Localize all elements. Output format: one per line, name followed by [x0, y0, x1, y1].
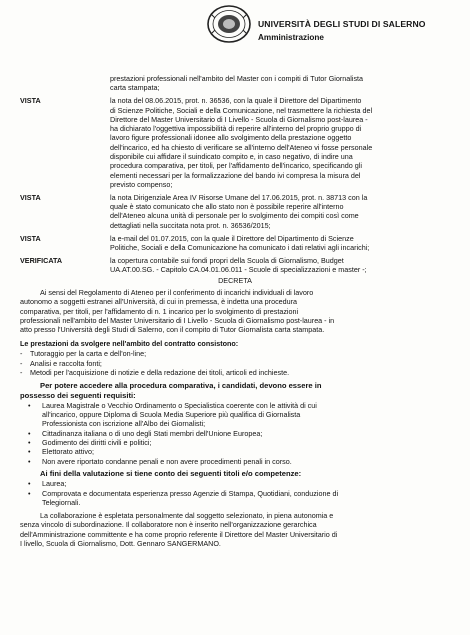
- list-dash: -: [20, 367, 23, 377]
- decreta-heading: DECRETA: [218, 276, 252, 285]
- requisito-item-line: Elettorato attivo;: [42, 447, 94, 457]
- titoli-heading: Ai fini della valutazione si tiene conto dei seguenti titoli e/o competenze:: [40, 469, 302, 479]
- premise-text-line: lavoro figure professionali idonee allo svolgimento della prestazione oggetto: [110, 133, 352, 143]
- bullet-icon: •: [28, 447, 31, 457]
- requisito-item-line: all'incarico, oppure Diploma di Scuola Media Superiore più qualifica di Giornalista: [42, 410, 301, 420]
- premise-text-line: la nota del 08.06.2015, prot. n. 36536, con la quale il Direttore del Dipartimento: [110, 96, 362, 106]
- titolo-item-line: Comprovata e documentata esperienza presso Agenzie di Stampa, Quotidiani, conduzione di: [42, 488, 339, 498]
- prestazione-item: Metodi per l'acquisizione di notizie e della redazione dei titoli, articoli ed inchieste.: [30, 367, 290, 377]
- premise-text-line: Direttore del Master Universitario di I Livello - Scuola di Giornalismo post-laurea -: [110, 114, 368, 124]
- closing-text-line: senza vincolo di subordinazione. Il collaboratore non è inserito nell'organizzazione gerarchica: [20, 520, 317, 530]
- intro-text-line: professionali nell'ambito del Master Universitario di I Livello - Scuola di Giornalismo post-laurea - in: [20, 315, 335, 325]
- premise-text-line: ha dichiarato l'oggettiva impossibilità di reperire all'interno del proprio gruppo di: [110, 124, 362, 134]
- premise-text-line: dell'incarico, ed ha chiesto di verificare se all'interno dell'Ateneo vi fosse personale: [110, 142, 373, 152]
- bullet-icon: •: [28, 456, 31, 466]
- bullet-icon: •: [28, 428, 31, 438]
- bullet-icon: •: [28, 488, 31, 498]
- prestazione-item: Analisi e raccolta fonti;: [30, 358, 102, 368]
- titolo-item-line: Telegiornali.: [42, 497, 81, 507]
- premise-text-line: di Scienze Politiche, Sociali e della Comunicazione, nel trasmettere la richiesta del: [110, 105, 373, 115]
- requisito-item-line: Godimento dei diritti civili e politici;: [42, 438, 152, 447]
- requisito-item-line: Cittadinanza italiana o di uno degli Stati membri dell'Unione Europea;: [42, 428, 263, 438]
- premise-text-line: quale è stato comunicato che allo stato non è possibile reperire all'interno: [110, 202, 344, 212]
- closing-text-line: La collaborazione è espletata personalmente dal soggetto selezionato, in piena autonomia e: [40, 511, 334, 521]
- bullet-icon: •: [28, 479, 31, 489]
- requisito-item-line: Professionista con iscrizione all'Albo dei Giornalisti;: [42, 419, 206, 429]
- premise-text-line: la copertura contabile sui fondi propri della Scuola di Giornalismo, Budget: [110, 255, 344, 265]
- premise-text-line: la e-mail del 01.07.2015, con la quale il Direttore del Dipartimento di Scienze: [110, 233, 354, 243]
- list-dash: -: [20, 349, 23, 359]
- premise-text-line: previsto compenso;: [110, 179, 173, 189]
- premise-label: VISTA: [20, 192, 41, 202]
- premise-label: VERIFICATA: [20, 255, 63, 265]
- list-dash: -: [20, 358, 23, 368]
- bullet-icon: •: [28, 438, 31, 447]
- closing-text-line: I livello, Scuola di Giornalismo, Dott. Gennaro SANGERMANO.: [20, 539, 221, 548]
- premise-label: VISTA: [20, 233, 41, 243]
- prestazione-item: Tutoraggio per la carta e dell'on-line;: [30, 349, 147, 359]
- premise-text-line: Politiche, Sociali e della Comunicazione ha comunicato i dati relativi agli incarichi;: [110, 242, 370, 252]
- premise-text-line: prestazioni professionali nell'ambito del Master con i compiti di Tutor Giornalista: [110, 74, 364, 83]
- premise-text-line: elementi necessari per la formalizzazione del bando ivi compresa la misura del: [110, 170, 361, 180]
- intro-text-line: autonomo a soggetti estranei all'Università, di cui in premessa, è indetta una procedura: [20, 297, 298, 307]
- premise-text-line: disponibile cui affidare il suindicato compito e, in caso negativo, di indire una: [110, 152, 353, 161]
- premise-text-line: la nota Dirigenziale Area IV Risorse Umane del 17.06.2015, prot. n. 38713 con la: [110, 192, 368, 202]
- intro-text-line: comparativa, per titoli, per l'affidamento di n. 1 incarico per lo svolgimento di prestazioni: [20, 306, 299, 316]
- titolo-item-line: Laurea;: [42, 479, 67, 489]
- university-name: UNIVERSITÀ DEGLI STUDI DI SALERNO: [258, 19, 426, 29]
- premise-text-line: carta stampata;: [110, 83, 160, 93]
- requisiti-heading: possesso dei seguenti requisiti:: [20, 391, 136, 400]
- intro-text-line: Ai sensi del Regolamento di Ateneo per il conferimento di incarichi individuali di lavoro: [40, 288, 314, 297]
- premise-text-line: procedura comparativa, per titoli, per l'affidamento dell'incarico, specificando gli: [110, 161, 362, 171]
- intro-text-line: atto presso l'Università degli Studi di Salerno, con il compito di Tutor Giornalista carta stampata.: [20, 325, 325, 335]
- university-seal-logo: [203, 4, 255, 44]
- premise-text-line: dettagliati nella succitata nota prot. n. 36536/2015;: [110, 220, 271, 230]
- requisito-item-line: Laurea Magistrale o Vecchio Ordinamento o Specialistica coerente con le attività di cui: [42, 400, 317, 410]
- requisiti-heading: Per potere accedere alla procedura comparativa, i candidati, devono essere in: [40, 381, 322, 391]
- requisito-item-line: Non avere riportato condanne penali e non avere procedimenti penali in corso.: [42, 456, 292, 466]
- prestazioni-heading: Le prestazioni da svolgere nell'ambito del contratto consistono:: [20, 338, 239, 348]
- premise-text-line: dell'Ateneo alcuna unità di personale per lo svolgimento dei compiti così come: [110, 211, 359, 221]
- bullet-icon: •: [28, 400, 31, 410]
- premise-label: VISTA: [20, 96, 41, 106]
- closing-text-line: dell'Amministrazione committente e ha come proprio referente il Direttore del Master Universitario di: [20, 529, 338, 539]
- premise-text-line: UA.AT.00.SG. - Capitolo CA.04.01.06.011 - Scuole di specializzazioni e master -;: [110, 265, 367, 275]
- office-name: Amministrazione: [258, 33, 324, 42]
